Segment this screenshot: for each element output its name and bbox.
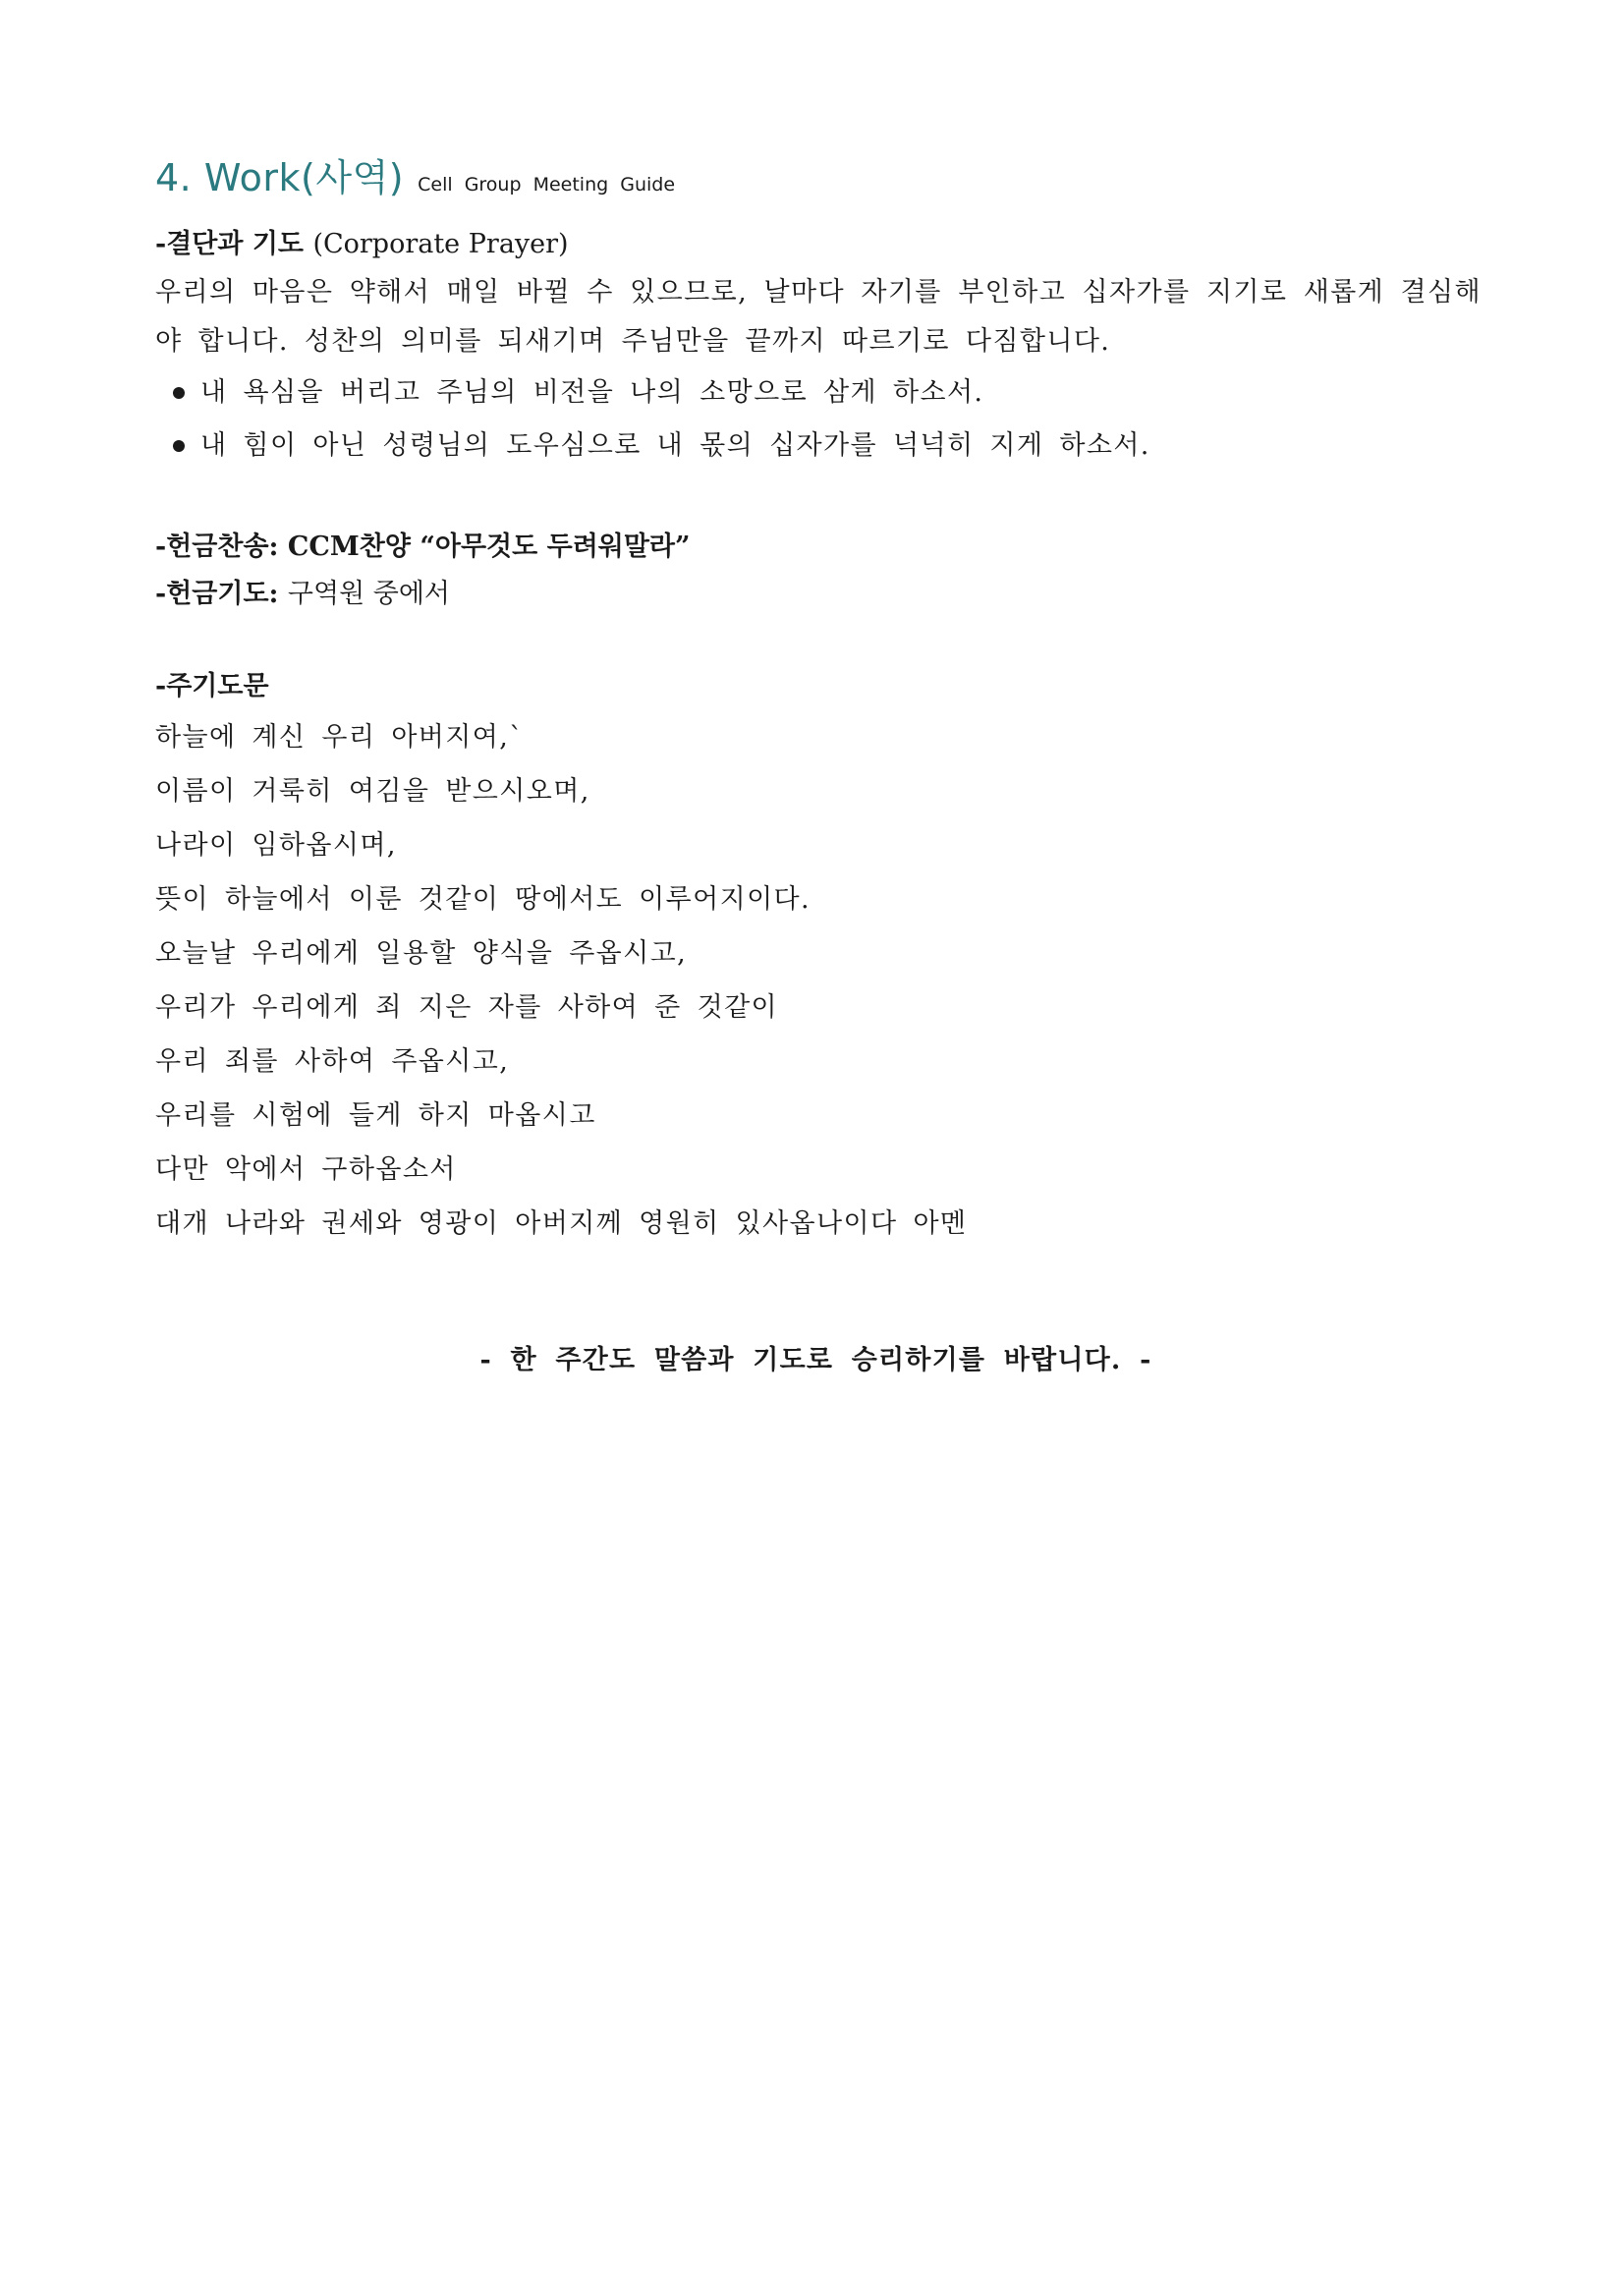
spacer (155, 473, 1482, 524)
lords-prayer-heading: -주기도문 (155, 671, 269, 701)
list-item (155, 420, 1482, 473)
prayer-line: 우리를 시험에 들게 하지 마옵시고 (155, 1100, 596, 1131)
corporate-prayer-heading-suffix: (Corporate Prayer) (312, 229, 569, 259)
corporate-prayer-heading-label: -결단과 기도 (155, 229, 305, 259)
offering-song-value: CCM찬양 “아무것도 두려워말라” (287, 532, 691, 562)
offering-song-label: -헌금찬송: (155, 532, 279, 562)
offering-prayer-label: -헌금기도: (155, 579, 279, 609)
offering-song (155, 524, 1482, 571)
prayer-line: 대개 나라와 권세와 영광이 아버지께 영원히 있사옵나이다 아멘 (155, 1208, 968, 1239)
corporate-prayer-paragraph: 우리의 마음은 약해서 매일 바뀔 수 있으므로, 날마다 자기를 부인하고 십자가를 지기로 새롭게 결심해야 합니다. 성찬의 의미를 되새기며 주님만을 끝까지 따르기로 다짐합니다. (155, 277, 1482, 357)
corporate-prayer-heading (155, 221, 1482, 268)
spacer (155, 618, 1482, 663)
bullet-text: 내 욕심을 버리고 주님의 비전을 나의 소망으로 삼게 하소서. (200, 377, 984, 408)
section-header (155, 147, 1482, 201)
closing-blessing: - 한 주간도 말씀과 기도로 승리하기를 바랍니다. - (479, 1345, 1152, 1375)
bullet-icon (173, 387, 185, 399)
prayer-bullet-list (155, 366, 1482, 473)
prayer-line: 하늘에 계신 우리 아버지여,` (155, 722, 525, 753)
prayer-line: 다만 악에서 구하옵소서 (155, 1154, 457, 1185)
offering-prayer (155, 571, 1482, 618)
section-title: 4. Work(사역) (155, 156, 405, 199)
bullet-icon (173, 440, 185, 452)
lords-prayer-text (155, 710, 1482, 1251)
bullet-text: 내 힘이 아닌 성령님의 도우심으로 내 몫의 십자가를 넉넉히 지게 하소서. (200, 430, 1150, 461)
prayer-line: 이름이 거룩히 여김을 받으시오며, (155, 776, 590, 807)
document-page (155, 147, 1482, 1375)
prayer-line: 뜻이 하늘에서 이룬 것같이 땅에서도 이루어지이다. (155, 884, 812, 915)
list-item (155, 366, 1482, 420)
prayer-line: 우리 죄를 사하여 주옵시고, (155, 1046, 510, 1077)
prayer-line: 우리가 우리에게 죄 지은 자를 사하여 준 것같이 (155, 992, 779, 1023)
prayer-line: 나라이 임하옵시며, (155, 830, 397, 861)
prayer-line: 오늘날 우리에게 일용할 양식을 주옵시고, (155, 938, 688, 969)
offering-prayer-value: 구역원 중에서 (287, 579, 450, 609)
section-subtitle: Cell Group Meeting Guide (418, 174, 676, 196)
